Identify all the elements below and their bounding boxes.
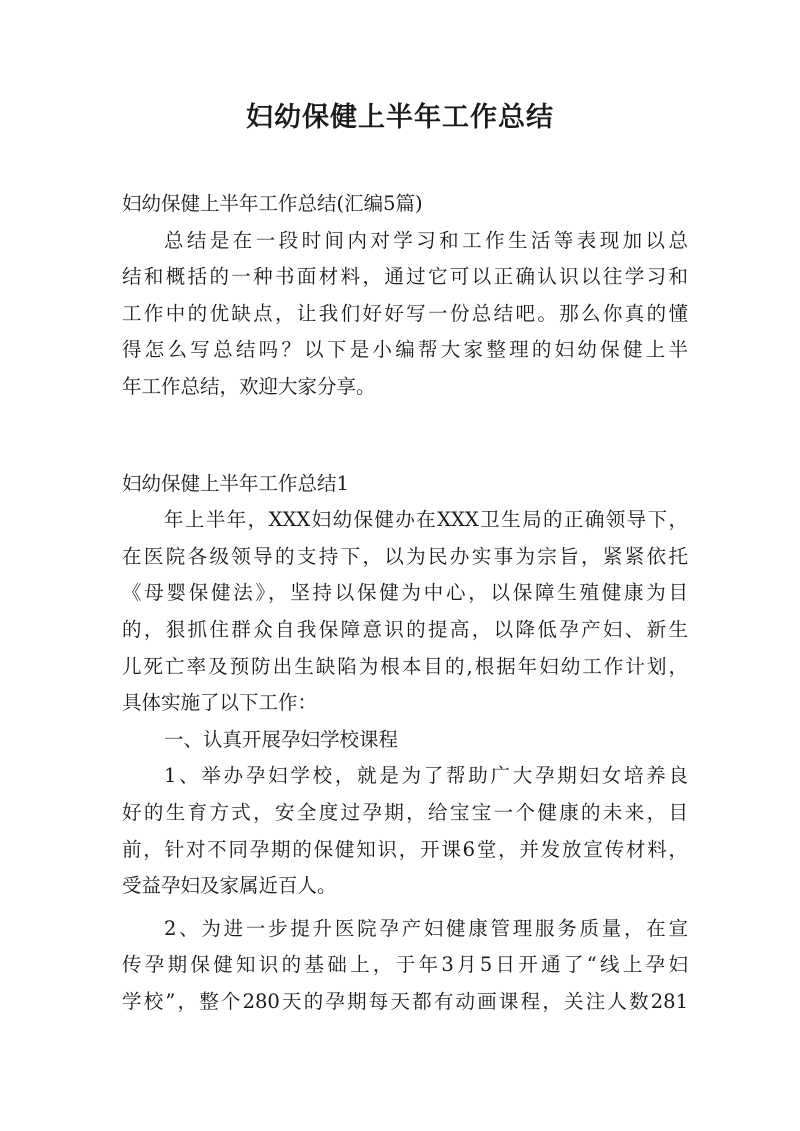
paragraph-spacer (122, 406, 688, 466)
section-paragraph (122, 502, 688, 722)
paragraph-line: 前，针对不同孕期的保健知识，开课6堂，并发放宣传材料， (122, 837, 688, 861)
paragraph-line: 好的生育方式，安全度过孕期，给宝宝一个健康的未来，目 (122, 800, 688, 824)
paragraph-line: 的，狠抓住群众自我保障意识的提高，以降低孕产妇、新生 (122, 617, 688, 641)
paragraph-line: 结和概括的一种书面材料，通过它可以正确认识以往学习和 (122, 265, 688, 289)
paragraph-line: 儿死亡率及预防出生缺陷为根本目的,根据年妇幼工作计划， (122, 654, 688, 678)
section-heading: 妇幼保健上半年工作总结1 (122, 471, 349, 495)
item-paragraph-2 (122, 911, 688, 1021)
document-subtitle: 妇幼保健上半年工作总结(汇编5篇) (122, 192, 423, 215)
item-paragraph-1 (122, 758, 688, 904)
paragraph-line: 具体实施了以下工作： (122, 691, 318, 715)
document-body (122, 186, 688, 1020)
paragraph-line: 年上半年，XXX妇幼保健办在XXX卫生局的正确领导下， (164, 508, 688, 532)
paragraph-line: 总结是在一段时间内对学习和工作生活等表现加以总 (164, 228, 688, 252)
paragraph-line: 2、为进一步提升医院孕产妇健康管理服务质量，在宣 (164, 916, 688, 940)
intro-paragraph (122, 223, 688, 406)
paragraph-line: 工作中的优缺点，让我们好好写一份总结吧。那么你真的懂 (122, 301, 688, 325)
paragraph-line: 年工作总结，欢迎大家分享。 (122, 374, 376, 398)
paragraph-line: 学校”，整个280天的孕期每天都有动画课程，关注人数281 (122, 989, 688, 1013)
paragraph-line: 《母婴保健法》，坚持以保健为中心，以保障生殖健康为目 (122, 581, 688, 605)
paragraph-line: 在医院各级领导的支持下，以为民办实事为宗旨，紧紧依托 (122, 544, 688, 568)
paragraph-line: 1、举办孕妇学校，就是为了帮助广大孕期妇女培养良 (164, 764, 688, 788)
item-heading: 一、认真开展孕妇学校课程 (164, 727, 399, 751)
paragraph-line: 得怎么写总结吗？以下是小编帮大家整理的妇幼保健上半 (122, 338, 688, 362)
document-title: 妇幼保健上半年工作总结 (246, 102, 554, 133)
paragraph-line: 受益孕妇及家属近百人。 (122, 874, 337, 898)
paragraph-line: 传孕期保健知识的基础上，于年3月5日开通了“线上孕妇 (122, 953, 688, 977)
